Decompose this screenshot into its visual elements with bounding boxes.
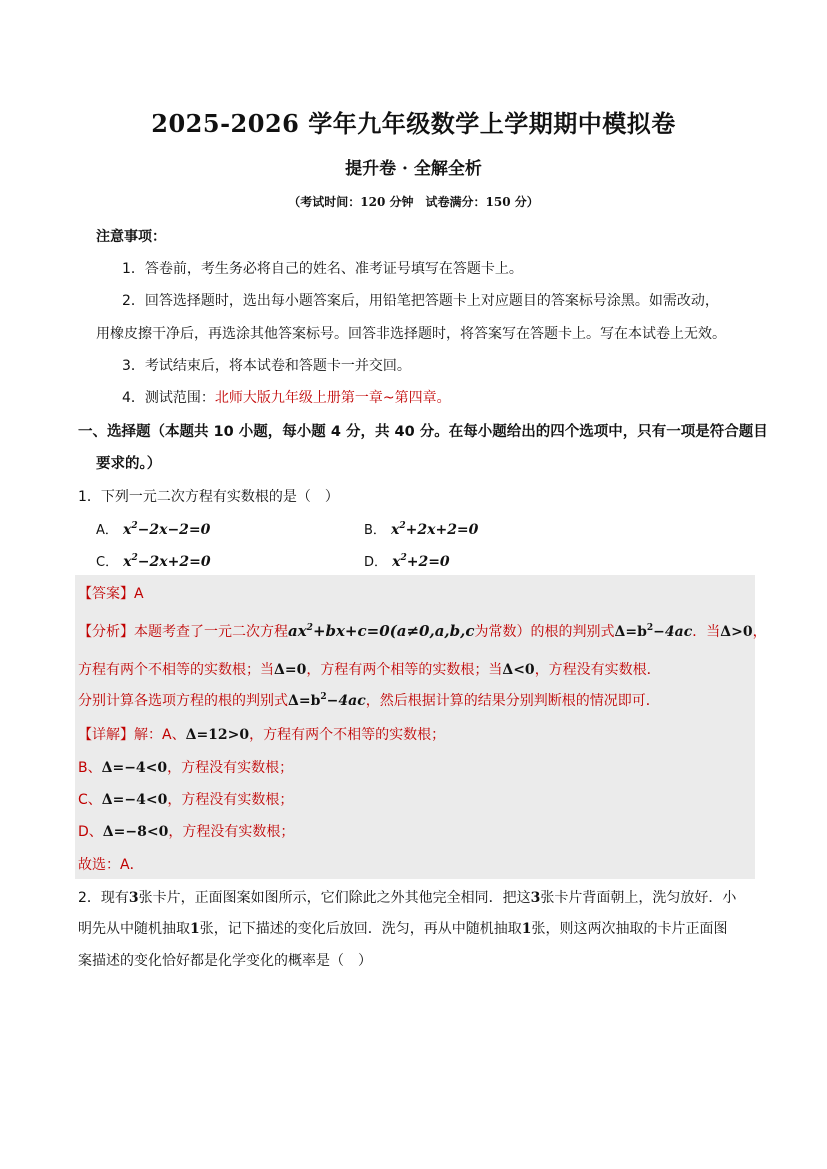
note-item-3: 3．考试结束后，将本试卷和答题卡一并交回。 — [122, 358, 411, 374]
section-heading-line-2: 要求的。） — [96, 456, 162, 472]
note-item-1: 1．答卷前，考生务必将自己的姓名、准考证号填写在答题卡上。 — [122, 261, 523, 277]
note-item-2-line-1: 2．回答选择题时，选出每小题答案后，用铅笔把答题卡上对应题目的答案标号涂黑。如需改动， — [122, 293, 719, 309]
option-d-letter: D． — [364, 555, 388, 570]
detail-line-b: B、Δ=−4<0，方程没有实数根； — [78, 760, 294, 776]
option-b — [364, 519, 478, 538]
analysis-line-2: 方程有两个不相等的实数根；当Δ=0，方程有两个相等的实数根；当Δ<0，方程没有实数根． — [78, 662, 661, 678]
detail-line-c: C、Δ=−4<0，方程没有实数根； — [78, 792, 294, 808]
page-title: 2025-2026 学年九年级数学上学期期中模拟卷 — [151, 109, 676, 138]
option-c-letter: C． — [96, 555, 119, 570]
detail-choose: 故选：A． — [78, 857, 144, 873]
option-d — [364, 551, 450, 570]
note-item-4-prefix: 4．测试范围： — [122, 390, 215, 406]
option-b-letter: B． — [364, 523, 386, 538]
detail-line-d: D、Δ=−8<0，方程没有实数根； — [78, 824, 295, 840]
question-2-line-3: 案描述的变化恰好都是化学变化的概率是（ ） — [78, 953, 372, 969]
analysis-line-1: 【分析】本题考查了一元二次方程$ax^2+bx+c=0(a\ne 0,a,b,c$为常数）的根的判别式$\Delta=b^2-4ac$．当Δ>0， — [78, 622, 767, 640]
option-c — [96, 551, 211, 570]
exam-info: （考试时间：120 分钟 试卷满分：150 分） — [288, 195, 539, 209]
option-d-eq: $x^2+2=0$ — [392, 553, 450, 570]
option-a-letter: A． — [96, 523, 118, 538]
notes-heading: 注意事项： — [96, 229, 166, 245]
question-2-line-2: 明先从中随机抽取1张，记下描述的变化后放回．洗匀，再从中随机抽取1张，则这两次抽取的卡片正面图 — [78, 921, 728, 937]
option-c-eq: $x^2-2x+2=0$ — [123, 553, 211, 570]
section-heading-line-1: 一、选择题（本题共 10 小题，每小题 4 分，共 40 分。在每小题给出的四个选项中，只有一项是符合题目 — [78, 424, 768, 440]
question-2-line-1: 2．现有3张卡片，正面图案如图所示，它们除此之外其他完全相同．把这3张卡片背面朝上，洗匀放好．小 — [78, 890, 737, 906]
detail-line-a: 【详解】解：A、Δ=12>0，方程有两个不相等的实数根； — [78, 727, 446, 743]
page-subtitle: 提升卷 · 全解全析 — [345, 159, 482, 179]
note-item-4 — [122, 387, 451, 407]
option-b-eq: $x^2+2x+2=0$ — [391, 521, 479, 538]
answer-label: 【答案】A — [78, 586, 144, 602]
test-scope: 北师大版九年级上册第一章~第四章。 — [214, 390, 451, 406]
option-a-eq: $x^2-2x-2=0$ — [123, 521, 211, 538]
note-item-2-line-2: 用橡皮擦干净后，再选涂其他答案标号。回答非选择题时，将答案写在答题卡上。写在本试卷上无效。 — [96, 326, 726, 342]
analysis-line-3: 分别计算各选项方程的根的判别式$\Delta=b^2-4ac$，然后根据计算的结果分别判断根的情况即可． — [78, 692, 660, 709]
question-1-stem: 1．下列一元二次方程有实数根的是（ ） — [78, 489, 339, 505]
option-a — [96, 519, 210, 538]
